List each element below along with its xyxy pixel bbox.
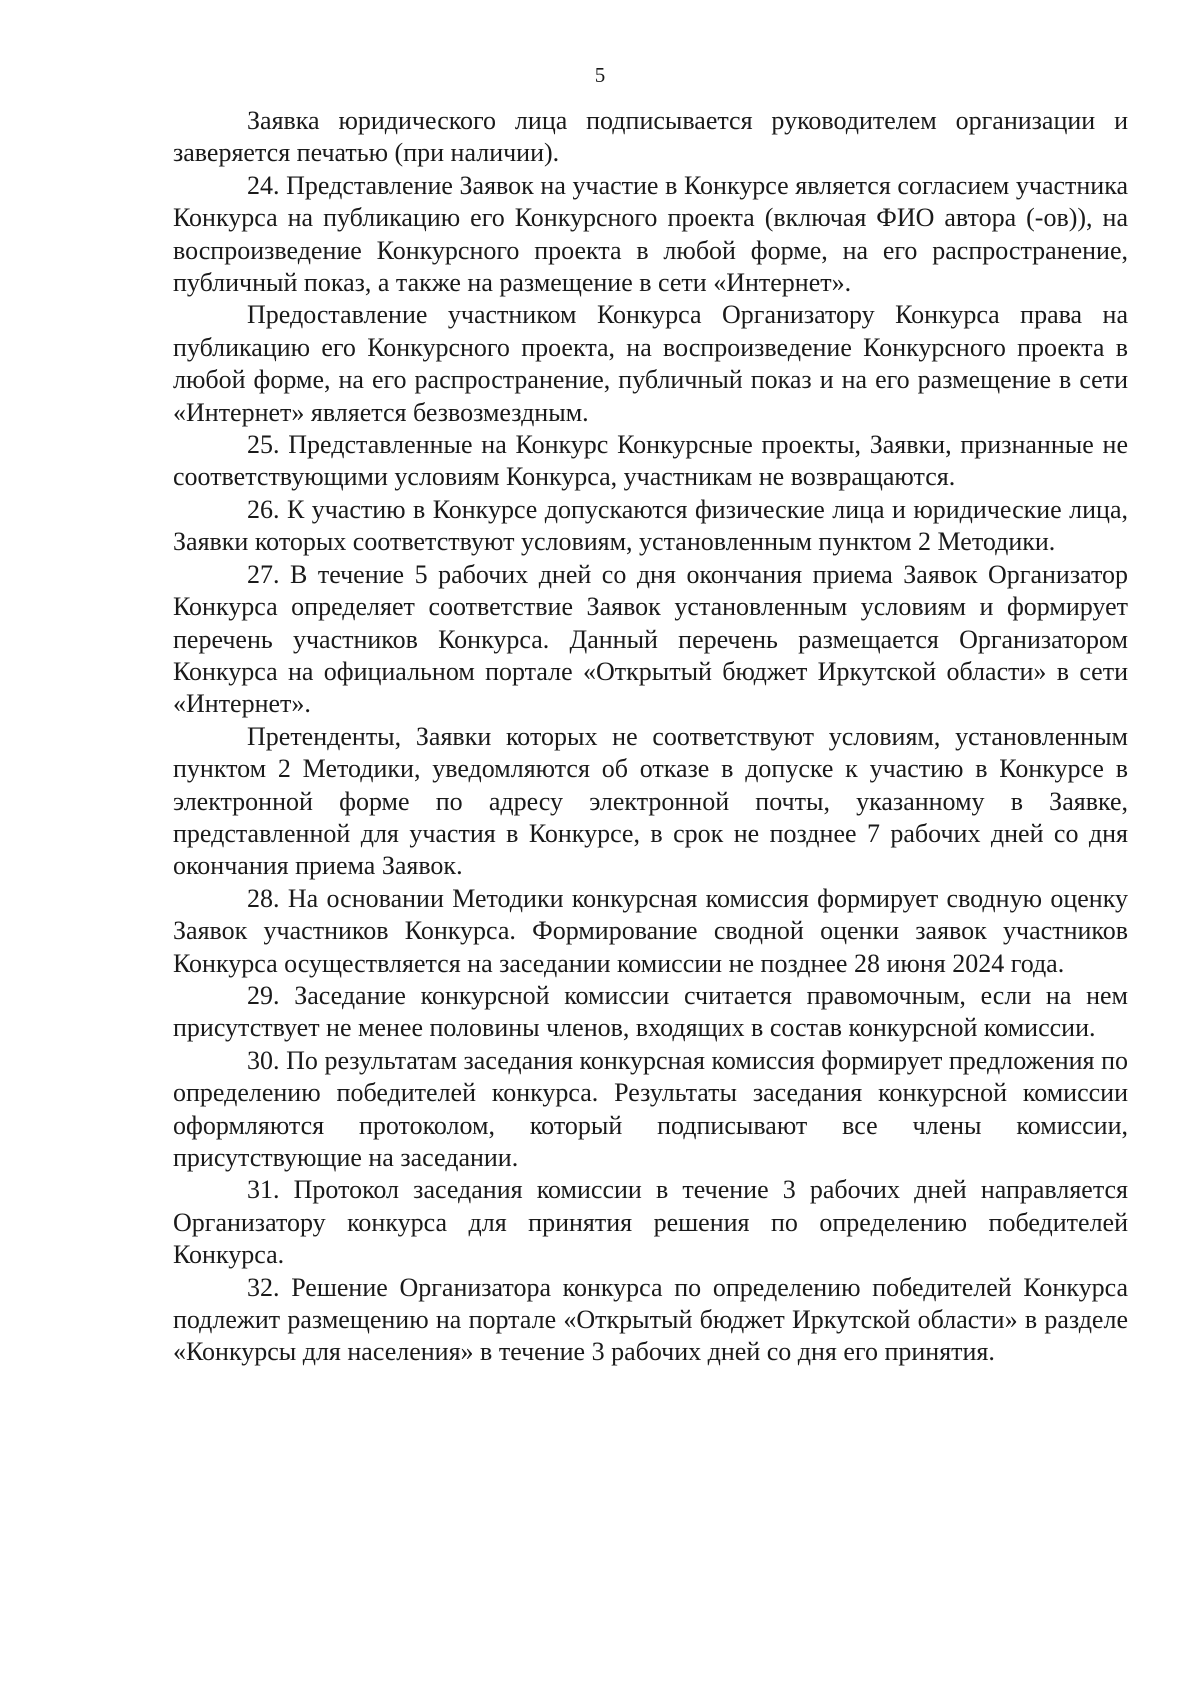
paragraph-31: 31. Протокол заседания комиссии в течение 3 рабочих дней направляется Организатору конкурса для принятия решения по определению победителей Конкурса. <box>173 1175 1128 1270</box>
paragraph-27-applicants-notice: Претенденты, Заявки которых не соответствуют условиям, установленным пунктом 2 Методики, уведомляются об отказе в допуске к участию в Конкурсе в электронной форме по адресу электронной почты, указанному в Заявке, представленной для участия в Конкурсе, в срок не позднее 7 рабочих дней со дня окончания приема Заявок. <box>173 721 1128 881</box>
paragraph-24: 24. Представление Заявок на участие в Конкурсе является согласием участника Конкурса на публикацию его Конкурсного проекта (включая ФИО автора (-ов)), на воспроизведение Конкурсного проекта в любой форме, на его распространение, публичный показ, а также на размещение в сети «Интернет». <box>173 170 1128 298</box>
paragraph-30: 30. По результатам заседания конкурсная комиссия формирует предложения по определению победителей конкурса. Результаты заседания конкурсной комиссии оформляются протоколом, который подписывают все члены комиссии, присутствующие на заседании. <box>173 1045 1128 1172</box>
paragraph-28: 28. На основании Методики конкурсная комиссия формирует сводную оценку Заявок участников Конкурса. Формирование сводной оценки заявок участников Конкурса осуществляется на заседании комиссии не позднее 28 июня 2024 года. <box>173 883 1128 978</box>
paragraph-32: 32. Решение Организатора конкурса по определению победителей Конкурса подлежит размещению на портале «Открытый бюджет Иркутской области» в разделе «Конкурсы для населения» в течение 3 рабочих дней со дня его принятия. <box>173 1272 1128 1367</box>
paragraph-signature-requirement: Заявка юридического лица подписывается руководителем организации и заверяется печатью (при наличии). <box>173 106 1128 168</box>
paragraph-29: 29. Заседание конкурсной комиссии считается правомочным, если на нем присутствует не менее половины членов, входящих в состав конкурсной комиссии. <box>173 980 1128 1043</box>
paragraph-25: 25. Представленные на Конкурс Конкурсные проекты, Заявки, признанные не соответствующими условиям Конкурса, участникам не возвращаются. <box>173 430 1128 492</box>
document-body <box>173 105 1128 1369</box>
paragraph-26: 26. К участию в Конкурсе допускаются физические лица и юридические лица, Заявки которых соответствуют условиям, установленным пунктом 2 Методики. <box>173 494 1128 557</box>
paragraph-27: 27. В течение 5 рабочих дней со дня окончания приема Заявок Организатор Конкурса определяет соответствие Заявок установленным условиям и формирует перечень участников Конкурса. Данный перечень размещается Организатором Конкурса на официальном портале «Открытый бюджет Иркутской области» в сети «Интернет». <box>173 559 1128 719</box>
page-number: 5 <box>594 63 606 87</box>
paragraph-24-free-rights: Предоставление участником Конкурса Организатору Конкурса права на публикацию его Конкурсного проекта, на воспроизведение Конкурсного проекта в любой форме, на его распространение, публичный показ и на его размещение в сети «Интернет» является безвозмездным. <box>173 300 1128 427</box>
